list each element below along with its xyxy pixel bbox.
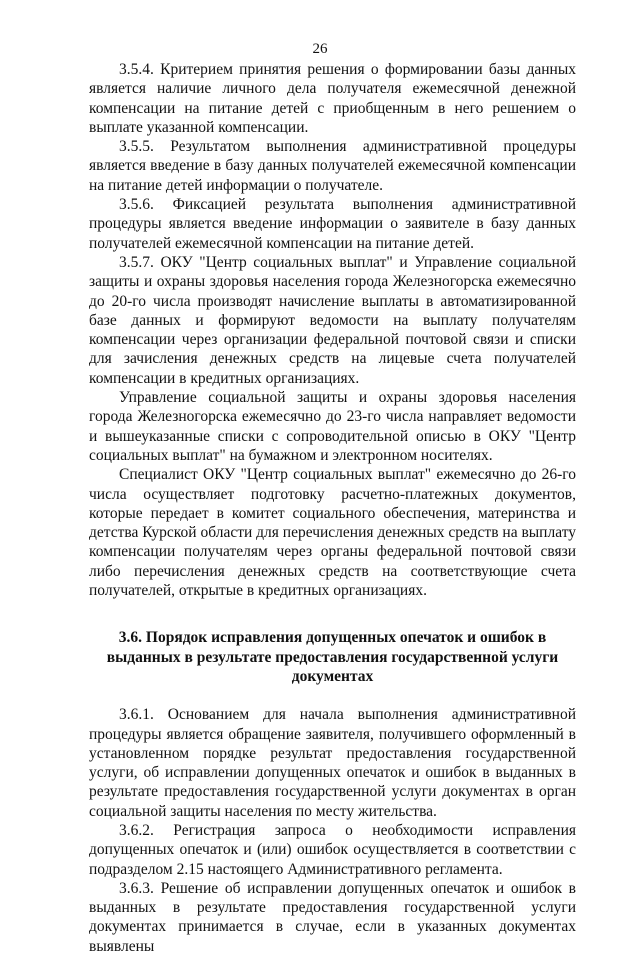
paragraph-3-6-3: 3.6.3. Решение об исправлении допущенных опечаток и ошибок в выданных в результате предоставления государственной услуги документах принимается в случае, если в указанных документах выявлены (89, 879, 576, 955)
paragraph-social-protection-office: Управление социальной защиты и охраны здоровья населения города Железногорска ежемесячно до 23-го числа направляет ведомости и вышеуказанные списки с сопроводительной описью в ОКУ "Центр социальных выплат" на бумажном и электронном носителях. (89, 389, 576, 464)
paragraph-specialist-oku: Специалист ОКУ "Центр социальных выплат" ежемесячно до 26-го числа осуществляет подготовку расчетно-платежных документов, которые передает в комитет социального обеспечения, материнства и детства Курской области для перечисления денежных средств на выплату компенсации получателям через органы федеральной почтовой связи либо перечисления денежных средств на соответствующие счета получателей, открытые в кредитных организациях. (89, 466, 577, 600)
section-heading-3-6: 3.6. Порядок исправления допущенных опечаток и ошибок в выданных в результате предоставления государственной услуги документах (106, 629, 559, 685)
paragraph-3-6-2: 3.6.2. Регистрация запроса о необходимости исправления допущенных опечаток и (или) ошибок осуществляется в соответствии с подразделом 2.15 настоящего Административного регламента. (89, 821, 576, 878)
paragraph-3-5-5: 3.5.5. Результатом выполнения административной процедуры является введение в базу данных получателей ежемесячной компенсации на питание детей информации о получателе. (89, 138, 576, 194)
page-number: 26 (312, 41, 328, 57)
paragraph-3-6-1: 3.6.1. Основанием для начала выполнения административной процедуры является обращение заявителя, получившего оформленный в установленном порядке результат предоставления государственной услуги, об исправлении допущенных опечаток и ошибок в выданных в результате предоставления государственной услуги документах в орган социальной защиты населения по месту жительства. (89, 706, 576, 820)
paragraph-3-5-7: 3.5.7. ОКУ "Центр социальных выплат" и Управление социальной защиты и охраны здоровья населения города Железногорска ежемесячно до 20-го числа производят начисление выплаты в автоматизированной базе данных и формируют ведомости на выплату получателям компенсации через организации федеральной почтовой связи и списки для зачисления денежных средств на лицевые счета получателей компенсации в кредитных организациях. (89, 253, 576, 387)
paragraph-3-5-6: 3.5.6. Фиксацией результата выполнения административной процедуры является введение информации о заявителе в базу данных получателей ежемесячной компенсации на питание детей. (89, 196, 576, 252)
document-body (89, 60, 576, 956)
paragraph-3-5-4: 3.5.4. Критерием принятия решения о формировании базы данных является наличие личного дела получателя ежемесячной денежной компенсации на питание детей с приобщенным в него решением о выплате указанной компенсации. (89, 61, 576, 136)
